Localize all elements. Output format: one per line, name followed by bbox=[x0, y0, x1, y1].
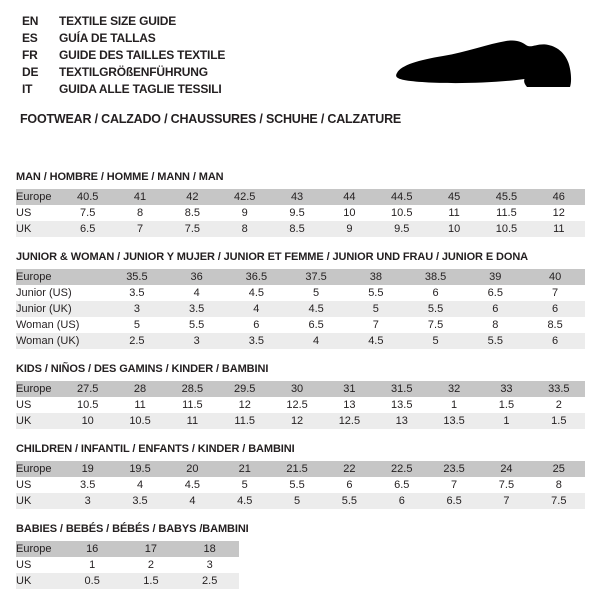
size-table bbox=[16, 461, 585, 509]
language-title: GUÍA DE TALLAS bbox=[59, 31, 156, 45]
size-value: 5.5 bbox=[368, 287, 384, 299]
size-value: 44.5 bbox=[391, 191, 413, 203]
size-value: 12 bbox=[290, 415, 304, 427]
size-value: 4 bbox=[193, 287, 200, 299]
size-value: 18 bbox=[203, 543, 216, 555]
size-value: 35.5 bbox=[126, 271, 148, 283]
table-row bbox=[16, 333, 585, 349]
size-value: 8 bbox=[555, 479, 562, 491]
language-code: ES bbox=[22, 31, 38, 45]
language-title: TEXTILGRÖßENFÜHRUNG bbox=[59, 65, 208, 79]
size-value: 5 bbox=[241, 479, 248, 491]
language-row bbox=[22, 13, 600, 30]
section-title: KIDS / NIÑOS / DES GAMINS / KINDER / BAMBINI bbox=[16, 363, 269, 375]
size-value: 31 bbox=[343, 383, 356, 395]
size-value: 13 bbox=[395, 415, 408, 427]
size-value: 10 bbox=[81, 415, 94, 427]
size-value: 2.5 bbox=[202, 575, 218, 587]
table-row bbox=[16, 221, 585, 237]
size-table bbox=[16, 189, 585, 237]
size-value: 6.5 bbox=[394, 479, 410, 491]
size-value: 5.5 bbox=[188, 319, 205, 331]
size-value: 5 bbox=[313, 287, 320, 299]
size-value: 40.5 bbox=[76, 191, 99, 203]
table-row bbox=[16, 541, 239, 557]
size-value: 6 bbox=[253, 319, 260, 331]
table-row bbox=[16, 317, 585, 333]
size-value: 4.5 bbox=[368, 335, 384, 347]
row-label: US bbox=[16, 479, 32, 491]
size-value: 7.5 bbox=[427, 319, 444, 331]
language-title: GUIDE DES TAILLES TEXTILE bbox=[59, 48, 226, 62]
row-label: US bbox=[16, 559, 32, 571]
size-value: 11 bbox=[448, 207, 460, 219]
size-value: 5 bbox=[372, 303, 379, 315]
size-value: 29.5 bbox=[234, 383, 256, 395]
size-value: 4.5 bbox=[184, 479, 201, 491]
size-value: 0.5 bbox=[84, 575, 100, 587]
size-value: 3.5 bbox=[248, 335, 265, 347]
size-value: 2.5 bbox=[129, 335, 145, 347]
size-value: 45 bbox=[447, 191, 461, 203]
language-code: EN bbox=[22, 14, 39, 28]
row-label: Europe bbox=[16, 463, 52, 475]
size-value: 7 bbox=[372, 319, 379, 331]
size-value: 21 bbox=[238, 463, 251, 475]
size-value: 36 bbox=[190, 271, 203, 283]
language-code: IT bbox=[22, 82, 33, 96]
size-value: 41 bbox=[133, 191, 147, 203]
size-value: 12.5 bbox=[338, 415, 361, 427]
size-value: 11.5 bbox=[182, 399, 203, 411]
size-value: 33 bbox=[500, 383, 513, 395]
size-value: 22.5 bbox=[391, 463, 413, 475]
table-row bbox=[16, 381, 585, 397]
size-value: 10.5 bbox=[495, 223, 518, 235]
size-value: 8 bbox=[136, 207, 144, 219]
table-row bbox=[16, 477, 585, 493]
size-value: 4 bbox=[313, 335, 320, 347]
size-value: 5 bbox=[432, 335, 439, 347]
size-value: 44 bbox=[343, 191, 356, 203]
size-value: 43 bbox=[290, 191, 304, 203]
table-row bbox=[16, 269, 585, 285]
size-value: 1.5 bbox=[551, 415, 567, 427]
language-title: GUIDA ALLE TAGLIE TESSILI bbox=[59, 82, 222, 96]
table-row bbox=[16, 557, 239, 573]
row-label: Europe bbox=[16, 543, 52, 555]
row-label: Europe bbox=[16, 271, 52, 283]
size-value: 6 bbox=[552, 335, 559, 347]
size-value: 3.5 bbox=[129, 287, 145, 299]
size-value: 11.5 bbox=[496, 207, 517, 219]
size-value: 3 bbox=[133, 303, 140, 315]
size-value: 1 bbox=[503, 415, 510, 427]
language-code: DE bbox=[22, 65, 39, 79]
section-title: MAN / HOMBRE / HOMME / MANN / MAN bbox=[16, 171, 224, 183]
size-value: 7.5 bbox=[498, 479, 515, 491]
size-value: 7.5 bbox=[551, 495, 567, 507]
size-value: 3 bbox=[206, 559, 213, 571]
size-value: 13.5 bbox=[443, 415, 465, 427]
size-value: 31.5 bbox=[391, 383, 413, 395]
size-value: 3.5 bbox=[80, 479, 96, 491]
section-title: CHILDREN / INFANTIL / ENFANTS / KINDER / BAMBINI bbox=[16, 443, 295, 455]
size-value: 9.5 bbox=[289, 207, 305, 219]
size-value: 11.5 bbox=[234, 415, 256, 427]
table-row bbox=[16, 189, 585, 205]
row-label: Woman (UK) bbox=[16, 335, 80, 347]
size-value: 6.5 bbox=[80, 223, 96, 235]
size-value: 7 bbox=[451, 479, 458, 491]
size-value: 7.5 bbox=[80, 207, 96, 219]
size-value: 6.5 bbox=[487, 287, 503, 299]
size-value: 7 bbox=[136, 223, 144, 235]
row-label: UK bbox=[16, 495, 32, 507]
size-value: 9 bbox=[346, 223, 353, 235]
size-value: 8.5 bbox=[184, 207, 201, 219]
size-value: 2 bbox=[147, 559, 154, 571]
size-value: 10.5 bbox=[391, 207, 413, 219]
size-section bbox=[16, 251, 585, 349]
table-row bbox=[16, 397, 585, 413]
size-value: 6.5 bbox=[446, 495, 462, 507]
size-table bbox=[16, 541, 239, 589]
size-value: 8.5 bbox=[547, 319, 563, 331]
size-value: 9 bbox=[241, 207, 248, 219]
size-value: 40 bbox=[548, 271, 562, 283]
size-value: 2 bbox=[555, 399, 562, 411]
size-value: 8 bbox=[492, 319, 499, 331]
size-value: 5 bbox=[133, 319, 140, 331]
size-value: 19.5 bbox=[129, 463, 151, 475]
size-value: 11 bbox=[134, 399, 146, 411]
size-value: 13 bbox=[343, 399, 356, 411]
row-label: Junior (UK) bbox=[16, 303, 72, 315]
size-value: 42 bbox=[186, 191, 199, 203]
category-line: FOOTWEAR / CALZADO / CHAUSSURES / SCHUHE / CALZATURE bbox=[20, 112, 402, 126]
size-value: 3 bbox=[193, 335, 200, 347]
row-label: Woman (US) bbox=[16, 319, 80, 331]
size-value: 28 bbox=[133, 383, 147, 395]
size-value: 10 bbox=[343, 207, 356, 219]
size-value: 5.5 bbox=[289, 479, 305, 491]
size-value: 8.5 bbox=[289, 223, 305, 235]
row-label: UK bbox=[16, 575, 32, 587]
size-value: 7 bbox=[503, 495, 510, 507]
size-value: 9.5 bbox=[394, 223, 410, 235]
row-label: Europe bbox=[16, 383, 52, 395]
size-tables bbox=[0, 171, 600, 589]
size-value: 7.5 bbox=[184, 223, 201, 235]
size-value: 1 bbox=[451, 399, 458, 411]
size-value: 45.5 bbox=[495, 191, 518, 203]
size-section bbox=[16, 523, 585, 589]
table-row bbox=[16, 285, 585, 301]
size-value: 6 bbox=[492, 303, 499, 315]
size-value: 6 bbox=[398, 495, 405, 507]
size-value: 6 bbox=[346, 479, 353, 491]
size-value: 37.5 bbox=[305, 271, 327, 283]
size-value: 30 bbox=[290, 383, 304, 395]
size-value: 10 bbox=[447, 223, 461, 235]
size-value: 36.5 bbox=[245, 271, 268, 283]
size-value: 5.5 bbox=[427, 303, 444, 315]
table-row bbox=[16, 461, 585, 477]
size-value: 33.5 bbox=[548, 383, 570, 395]
size-value: 1.5 bbox=[143, 575, 159, 587]
size-value: 5.5 bbox=[487, 335, 503, 347]
size-value: 12 bbox=[552, 207, 565, 219]
size-value: 4 bbox=[136, 479, 144, 491]
size-value: 24 bbox=[500, 463, 513, 475]
size-table bbox=[16, 269, 585, 349]
table-row bbox=[16, 493, 585, 509]
size-value: 16 bbox=[86, 543, 99, 555]
size-value: 32 bbox=[447, 383, 461, 395]
size-value: 1.5 bbox=[498, 399, 515, 411]
size-section bbox=[16, 363, 585, 429]
size-value: 22 bbox=[343, 463, 356, 475]
size-value: 8 bbox=[241, 223, 248, 235]
size-value: 11 bbox=[186, 415, 199, 427]
size-section bbox=[16, 443, 585, 509]
size-value: 38 bbox=[369, 271, 382, 283]
size-value: 38.5 bbox=[424, 271, 447, 283]
size-value: 6 bbox=[432, 287, 439, 299]
size-value: 5 bbox=[294, 495, 301, 507]
size-value: 17 bbox=[144, 543, 158, 555]
shoe-icon bbox=[393, 36, 580, 94]
size-value: 6 bbox=[552, 303, 559, 315]
size-value: 27.5 bbox=[76, 383, 99, 395]
size-value: 20 bbox=[186, 463, 199, 475]
size-value: 21.5 bbox=[286, 463, 308, 475]
size-value: 42.5 bbox=[234, 191, 256, 203]
size-value: 4.5 bbox=[237, 495, 253, 507]
table-row bbox=[16, 413, 585, 429]
row-label: Europe bbox=[16, 191, 52, 203]
size-value: 12.5 bbox=[286, 399, 308, 411]
size-value: 23.5 bbox=[443, 463, 465, 475]
size-value: 11 bbox=[553, 223, 565, 235]
size-value: 4.5 bbox=[248, 287, 265, 299]
size-value: 12 bbox=[238, 399, 251, 411]
size-table bbox=[16, 381, 585, 429]
table-row bbox=[16, 573, 239, 589]
size-value: 10.5 bbox=[129, 415, 151, 427]
size-value: 3.5 bbox=[132, 495, 148, 507]
size-value: 13.5 bbox=[391, 399, 413, 411]
size-value: 4 bbox=[253, 303, 260, 315]
table-row bbox=[16, 301, 585, 317]
size-value: 3 bbox=[84, 495, 91, 507]
language-code: FR bbox=[22, 48, 38, 62]
size-value: 4.5 bbox=[308, 303, 324, 315]
row-label: Junior (US) bbox=[16, 287, 72, 299]
size-section bbox=[16, 171, 585, 237]
size-value: 7 bbox=[552, 287, 559, 299]
size-value: 3.5 bbox=[188, 303, 205, 315]
row-label: UK bbox=[16, 415, 32, 427]
size-value: 19 bbox=[81, 463, 94, 475]
section-title: BABIES / BEBÉS / BÉBÉS / BABYS /BAMBINI bbox=[16, 523, 249, 535]
section-title: JUNIOR & WOMAN / JUNIOR Y MUJER / JUNIOR ET FEMME / JUNIOR UND FRAU / JUNIOR E DONA bbox=[16, 251, 529, 263]
language-title: TEXTILE SIZE GUIDE bbox=[59, 14, 177, 28]
size-value: 25 bbox=[552, 463, 565, 475]
size-value: 39 bbox=[489, 271, 502, 283]
size-value: 4 bbox=[189, 495, 196, 507]
row-label: US bbox=[16, 399, 32, 411]
table-row bbox=[16, 205, 585, 221]
row-label: UK bbox=[16, 223, 32, 235]
row-label: US bbox=[16, 207, 32, 219]
size-value: 5.5 bbox=[341, 495, 358, 507]
size-value: 10.5 bbox=[76, 399, 99, 411]
size-value: 1 bbox=[89, 559, 96, 571]
size-value: 46 bbox=[552, 191, 565, 203]
size-value: 6.5 bbox=[308, 319, 324, 331]
size-value: 28.5 bbox=[181, 383, 204, 395]
